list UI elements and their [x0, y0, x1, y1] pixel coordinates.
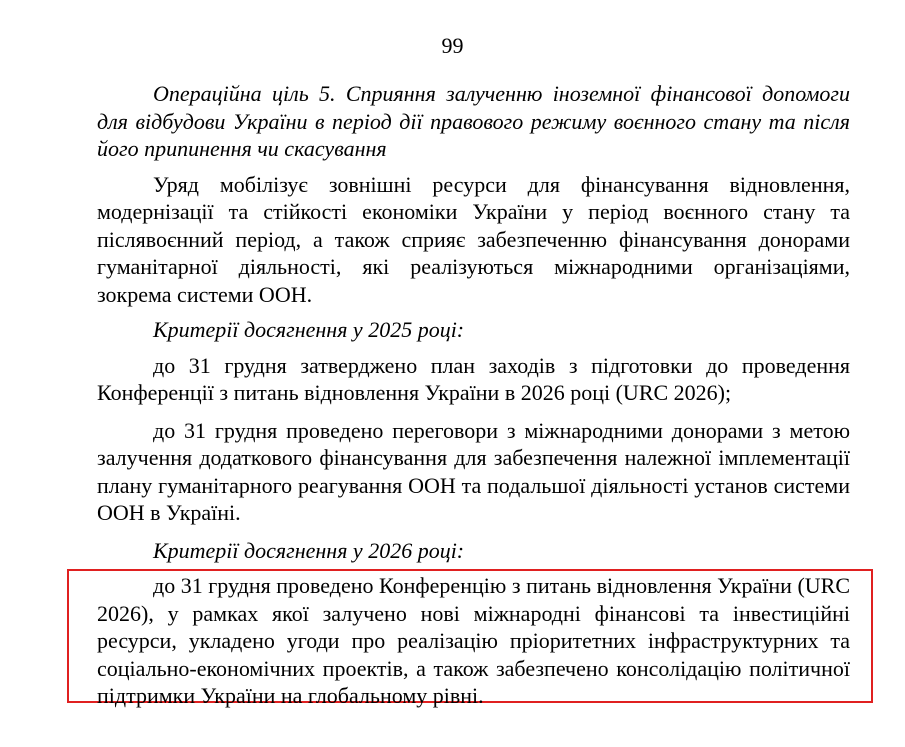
objective-description: Уряд мобілізує зовнішні ресурси для фінансування відновлення, модернізації та стійкості економіки України у період воєнного стану та післявоєнний період, а також сприяє забезпеченню фінансування донорами гуманітарної діяльності, які реалізуються міжнародними організаціями, зокрема системи ООН.: [97, 171, 850, 307]
document-body: [97, 80, 850, 564]
criteria-2025-item-2: до 31 грудня проведено переговори з міжнародними донорами з метою залучення додаткового фінансування для забезпечення належної імплементації плану гуманітарного реагування ООН та подальшої діяльності установ системи ООН в Україні.: [97, 417, 850, 525]
criteria-2025-item-1: до 31 грудня затверджено план заходів з підготовки до проведення Конференції з питань відновлення України в 2026 році (URC 2026);: [97, 352, 850, 405]
page-number: 99: [441, 33, 464, 58]
objective-heading: Операційна ціль 5. Сприяння залученню іноземної фінансової допомоги для відбудови України в період дії правового режиму воєнного стану та після його припинення чи скасування: [97, 81, 850, 161]
criteria-2025-heading: Критерії досягнення у 2025 році:: [153, 317, 465, 342]
highlighted-section: [97, 572, 850, 710]
criteria-2026-item-1: до 31 грудня проведено Конференцію з питань відновлення України (URC 2026), у рамках якої залучено нові міжнародні фінансові та інвестиційні ресурси, укладено угоди про реалізацію пріоритетних інфраструктурних та соціально-економічних проектів, а також забезпечено консолідацію політичної підтримки України на глобальному рівні.: [97, 573, 850, 708]
criteria-2026-heading: Критерії досягнення у 2026 році:: [153, 537, 465, 563]
